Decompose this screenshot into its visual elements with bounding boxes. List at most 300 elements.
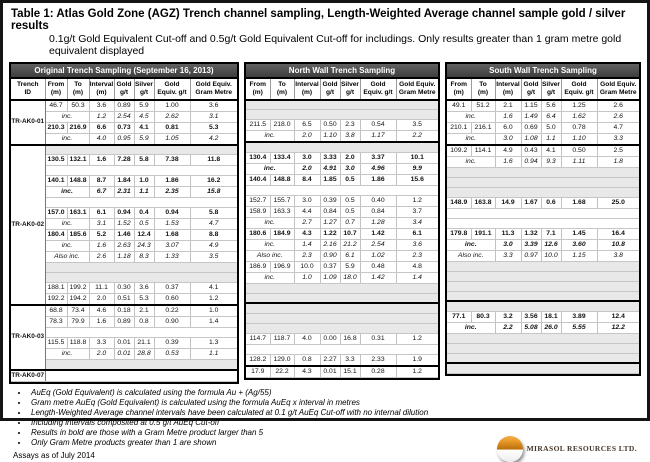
column-header: Gold g/t [114, 79, 134, 100]
cell: 4.96 [360, 163, 396, 174]
spacer-cell [447, 343, 639, 353]
cell: 157.0 [45, 208, 67, 219]
cell: 1.9 [396, 354, 438, 366]
cell: 0.50 [320, 120, 340, 131]
column-header: Gold Equiv. Gram Metre [597, 79, 639, 100]
cell: 1.3 [190, 338, 237, 349]
cell: Also inc. [246, 250, 294, 261]
cell: 3.2 [495, 311, 521, 322]
cell: inc. [45, 349, 89, 360]
table-row [447, 145, 639, 157]
cell: 2.31 [114, 187, 134, 198]
table-row [246, 366, 438, 378]
cell: 186.9 [246, 261, 270, 272]
spacer-cell [447, 218, 639, 228]
cell: 2.0 [89, 294, 114, 306]
cell: 1.62 [561, 111, 597, 122]
cell: 12.6 [541, 239, 561, 250]
table-row [246, 333, 438, 344]
cell: 0.51 [114, 294, 134, 306]
column-header: Interval (m) [294, 79, 320, 100]
cell: 114.1 [471, 145, 495, 157]
cell: 0.30 [114, 283, 134, 294]
cell: inc. [45, 241, 89, 252]
cell: 118.8 [67, 338, 89, 349]
cell: 0.22 [154, 305, 190, 317]
header-row [447, 79, 639, 100]
cell: 1.10 [561, 133, 597, 145]
table-row [246, 217, 438, 228]
table-row [11, 252, 237, 263]
cell: 7.38 [154, 155, 190, 166]
cell: inc. [447, 239, 495, 250]
cell: 0.31 [360, 333, 396, 344]
table-row [246, 272, 438, 283]
table-row [447, 111, 639, 122]
table-row [11, 305, 237, 317]
cell: inc. [246, 239, 294, 250]
cell: 1.6 [89, 317, 114, 328]
table-row [447, 228, 639, 239]
column-header: Gold Equiv. Gram Metre [396, 79, 438, 100]
cell: 1.22 [320, 228, 340, 239]
cell: 179.8 [447, 228, 471, 239]
spacer-cell [246, 344, 438, 354]
footer [3, 384, 647, 460]
table-row [246, 344, 438, 354]
cell: Also inc. [447, 250, 495, 261]
cell: 2.54 [114, 111, 134, 122]
cell: 16.2 [190, 176, 237, 187]
table-row [246, 239, 438, 250]
cell: 216.1 [471, 122, 495, 133]
table-row [246, 100, 438, 110]
cell: 80.3 [471, 311, 495, 322]
cell: 2.0 [294, 131, 320, 143]
table-row [246, 206, 438, 217]
cell: 15.6 [396, 174, 438, 185]
cell: 1.6 [89, 241, 114, 252]
cell: 3.8 [340, 131, 360, 143]
cell: 1.1 [134, 187, 154, 198]
cell: 4.3 [294, 366, 320, 378]
cell: 0.94 [154, 208, 190, 219]
table-row [447, 239, 639, 250]
cell: 3.5 [396, 120, 438, 131]
table-title: Table 1: Atlas Gold Zone (AGZ) Trench channel sampling, Length-Weighted Average channel sample gold / silver results [11, 8, 626, 32]
cell: 155.7 [270, 195, 294, 206]
table-row [447, 133, 639, 145]
cell: 3.33 [320, 152, 340, 163]
spacer-cell [447, 291, 639, 301]
table-row [246, 354, 438, 366]
spacer-cell [447, 167, 639, 177]
spacer-cell [45, 273, 237, 283]
results-table [246, 79, 438, 378]
cell: 46.7 [45, 100, 67, 112]
cell: 3.3 [340, 354, 360, 366]
cell: 1.68 [561, 197, 597, 208]
cell: 0.81 [154, 122, 190, 133]
table-row [11, 176, 237, 187]
cell: 5.3 [134, 294, 154, 306]
column-header: Silver g/t [134, 79, 154, 100]
cell: 1.18 [114, 252, 134, 263]
cell: 2.0 [89, 349, 114, 360]
cell: 11.3 [495, 228, 521, 239]
cell: 1.4 [190, 317, 237, 328]
cell: 199.2 [67, 283, 89, 294]
cell: 0.8 [134, 317, 154, 328]
cell: 3.3 [495, 250, 521, 261]
cell: 16.4 [597, 228, 639, 239]
table-row [246, 313, 438, 323]
cell: inc. [246, 131, 294, 143]
cell: 210.1 [447, 122, 471, 133]
cell: 148.9 [447, 197, 471, 208]
spacer-cell [246, 110, 438, 120]
cell: 5.2 [89, 230, 114, 241]
cell: 0.94 [521, 156, 541, 167]
cell: 8.7 [89, 176, 114, 187]
cell: 1.45 [561, 228, 597, 239]
cell: 5.55 [561, 322, 597, 333]
cell: 0.5 [340, 195, 360, 206]
cell: 1.05 [154, 133, 190, 145]
cell: 1.2 [396, 195, 438, 206]
cell: 5.9 [134, 133, 154, 145]
cell: 148.8 [270, 174, 294, 185]
cell: 1.0 [294, 272, 320, 283]
cell: 188.1 [45, 283, 67, 294]
cell: 6.1 [396, 228, 438, 239]
cell: 4.9 [190, 241, 237, 252]
table-row [447, 197, 639, 208]
spacer-cell [45, 166, 237, 176]
table-row [246, 163, 438, 174]
cell: 1.67 [521, 197, 541, 208]
cell: 0.53 [154, 349, 190, 360]
cell: 1.15 [521, 100, 541, 112]
table-row [11, 230, 237, 241]
table-row [11, 145, 237, 155]
cell: 0.01 [114, 338, 134, 349]
table-row [246, 185, 438, 195]
cell: 196.9 [270, 261, 294, 272]
panel-north-wall [244, 62, 440, 380]
cell: 21.1 [134, 338, 154, 349]
table-row [11, 133, 237, 145]
table-row [11, 166, 237, 176]
spacer-cell [447, 208, 639, 218]
cell: 1.0 [190, 305, 237, 317]
cell: 4.1 [134, 122, 154, 133]
cell: 2.3 [396, 250, 438, 261]
cell: inc. [447, 111, 495, 122]
cell: 10.7 [340, 228, 360, 239]
cell: 1.68 [154, 230, 190, 241]
cell: 2.3 [294, 250, 320, 261]
cell: 0.97 [521, 250, 541, 261]
cell: 3.0 [294, 195, 320, 206]
cell: 25.0 [597, 197, 639, 208]
table-row [447, 156, 639, 167]
cell: 194.2 [67, 294, 89, 306]
cell: 10.8 [597, 239, 639, 250]
cell: 51.2 [471, 100, 495, 112]
cell: 115.5 [45, 338, 67, 349]
mirasol-logo [497, 436, 637, 462]
spacer-cell [246, 142, 438, 152]
table-row [11, 294, 237, 306]
cell: 3.3 [597, 133, 639, 145]
cell: 4.9 [495, 145, 521, 157]
spacer-cell [246, 303, 438, 313]
cell: 152.7 [246, 195, 270, 206]
cell: 1.1 [541, 133, 561, 145]
cell: inc. [45, 187, 89, 198]
table-row [11, 317, 237, 328]
cell: 211.5 [246, 120, 270, 131]
cell: 0.69 [521, 122, 541, 133]
cell: 1.10 [320, 131, 340, 143]
cell: 185.6 [67, 230, 89, 241]
cell: inc. [45, 133, 89, 145]
table-row [447, 218, 639, 228]
cell: 0.8 [294, 354, 320, 366]
cell: 1.02 [360, 250, 396, 261]
column-header: From (m) [45, 79, 67, 100]
cell: inc. [246, 272, 294, 283]
cell: 10.0 [541, 250, 561, 261]
cell: 4.2 [190, 133, 237, 145]
cell: 1.15 [561, 250, 597, 261]
table-row [11, 263, 237, 273]
column-header: Gold Equiv. g/t [154, 79, 190, 100]
cell: 18.0 [340, 272, 360, 283]
column-header: To (m) [471, 79, 495, 100]
cell: 1.4 [294, 239, 320, 250]
cell: 3.37 [360, 152, 396, 163]
cell: 1.6 [495, 111, 521, 122]
cell: 3.6 [89, 100, 114, 112]
cell: 5.3 [190, 122, 237, 133]
cell: 49.1 [447, 100, 471, 112]
cell: 210.3 [45, 122, 67, 133]
cell: 163.3 [270, 206, 294, 217]
panel-title: North Wall Trench Sampling [246, 64, 438, 79]
cell: 3.1 [89, 219, 114, 230]
footnote: • AuEq (Gold Equivalent) is calculated using the formula Au + (Ag/55) [29, 388, 639, 398]
cell: 3.0 [294, 152, 320, 163]
header-row [246, 79, 438, 100]
cell: 0.28 [360, 366, 396, 378]
cell: 12.4 [134, 230, 154, 241]
cell: 1.42 [360, 272, 396, 283]
cell: 0.01 [320, 366, 340, 378]
cell: 1.42 [360, 228, 396, 239]
cell: 3.6 [190, 100, 237, 112]
cell: 8.8 [190, 230, 237, 241]
cell: inc. [45, 111, 89, 122]
cell: 79.9 [67, 317, 89, 328]
cell: 12.2 [597, 322, 639, 333]
cell: 216.9 [67, 122, 89, 133]
column-header: To (m) [67, 79, 89, 100]
table-row [447, 271, 639, 281]
spacer-cell [246, 283, 438, 293]
column-header: Interval (m) [495, 79, 521, 100]
footnote: • Including intervals composited at 0.5 g/t AuEq Cut-off [29, 418, 639, 428]
cell: 2.62 [154, 111, 190, 122]
table-row [11, 208, 237, 219]
table-subtitle: 0.1g/t Gold Equivalent Cut-off and 0.5g/t Gold Equivalent Cut-off for includings. Only results greater than 1 gram metre gold equivalent displayed [49, 33, 622, 57]
panel-original-trench [9, 62, 239, 384]
cell: 1.28 [360, 217, 396, 228]
cell: 50.3 [67, 100, 89, 112]
cell: 3.3 [89, 338, 114, 349]
table-row [11, 219, 237, 230]
cell: 18.1 [541, 311, 561, 322]
cell: 0.84 [360, 206, 396, 217]
cell: 192.2 [45, 294, 67, 306]
cell: 6.0 [495, 122, 521, 133]
table-row [447, 363, 639, 373]
table-row [447, 291, 639, 301]
cell: 158.9 [246, 206, 270, 217]
spacer-cell [45, 198, 237, 208]
cell: 180.6 [246, 228, 270, 239]
cell: 0.5 [134, 219, 154, 230]
cell: 4.4 [294, 206, 320, 217]
cell: 0.43 [521, 145, 541, 157]
table-row [246, 228, 438, 239]
table-row [246, 303, 438, 313]
cell: inc. [447, 156, 495, 167]
cell: 1.4 [396, 272, 438, 283]
table-row [11, 241, 237, 252]
table-row [11, 187, 237, 198]
logo-text: MIRASOL RESOURCES LTD. [526, 444, 637, 454]
table-row [246, 195, 438, 206]
cell: 26.0 [541, 322, 561, 333]
panel-title: South Wall Trench Sampling [447, 64, 639, 79]
cell: 73.4 [67, 305, 89, 317]
trench-id-cell: TR-AK0-03 [11, 305, 45, 370]
spacer-cell [447, 177, 639, 187]
cell: 0.73 [114, 122, 134, 133]
table-row [11, 198, 237, 208]
column-header: Gold Equiv. Gram Metre [190, 79, 237, 100]
cell: 1.86 [154, 176, 190, 187]
cell: 0.39 [320, 195, 340, 206]
cell: 1.08 [521, 133, 541, 145]
cell: 3.0 [495, 239, 521, 250]
cell: 1.52 [114, 219, 134, 230]
table-row [246, 110, 438, 120]
cell: 2.3 [340, 120, 360, 131]
cell: 0.48 [360, 261, 396, 272]
table-row [11, 283, 237, 294]
cell: 2.63 [114, 241, 134, 252]
table-row [447, 322, 639, 333]
table-row [447, 122, 639, 133]
table-row [447, 261, 639, 271]
cell: 0.5 [340, 206, 360, 217]
cell: 2.0 [294, 163, 320, 174]
cell: 4.6 [89, 305, 114, 317]
cell: 9.3 [541, 156, 561, 167]
table-row [11, 328, 237, 338]
column-header: Gold g/t [320, 79, 340, 100]
panel-south-wall [445, 62, 641, 376]
cell: 2.6 [89, 252, 114, 263]
cell: 0.37 [320, 261, 340, 272]
cell: 4.8 [396, 261, 438, 272]
cell: 0.4 [134, 208, 154, 219]
table-row [246, 261, 438, 272]
cell: 3.0 [495, 133, 521, 145]
cell: 0.84 [320, 206, 340, 217]
cell: 4.3 [294, 228, 320, 239]
cell: 0.90 [154, 317, 190, 328]
spacer-cell [447, 333, 639, 343]
cell: 2.35 [154, 187, 190, 198]
cell: 148.8 [67, 176, 89, 187]
cell: 0.54 [360, 120, 396, 131]
cell: 2.1 [134, 305, 154, 317]
table-row [11, 155, 237, 166]
cell: inc. [246, 217, 294, 228]
cell: 15.8 [190, 187, 237, 198]
table-row [11, 338, 237, 349]
spacer-cell [447, 301, 639, 311]
cell: 1.6 [89, 155, 114, 166]
cell: 1.85 [320, 174, 340, 185]
cell: 3.07 [154, 241, 190, 252]
table-row [246, 120, 438, 131]
cell: 0.89 [114, 100, 134, 112]
table-row [11, 122, 237, 133]
cell: 1.00 [154, 100, 190, 112]
cell: 1.53 [154, 219, 190, 230]
cell: 0.7 [340, 217, 360, 228]
cell: 140.4 [246, 174, 270, 185]
cell: 17.9 [246, 366, 270, 378]
trench-id-cell: TR-AK0-07 [11, 370, 45, 382]
table-row [447, 333, 639, 343]
logo-sphere-icon [497, 436, 523, 462]
cell: 1.1 [190, 349, 237, 360]
cell: 5.0 [541, 122, 561, 133]
table-row [447, 343, 639, 353]
cell: 6.7 [89, 187, 114, 198]
cell: 4.1 [541, 145, 561, 157]
cell: 109.2 [447, 145, 471, 157]
cell: 11.8 [190, 155, 237, 166]
cell: 5.08 [521, 322, 541, 333]
cell: 6.1 [89, 208, 114, 219]
cell: 163.1 [67, 208, 89, 219]
cell: 10.0 [294, 261, 320, 272]
cell: 2.27 [320, 354, 340, 366]
cell: 4.1 [190, 283, 237, 294]
cell: 6.4 [541, 111, 561, 122]
cell: 0.78 [561, 122, 597, 133]
spacer-cell [246, 313, 438, 323]
cell: 1.27 [320, 217, 340, 228]
cell: 130.4 [246, 152, 270, 163]
